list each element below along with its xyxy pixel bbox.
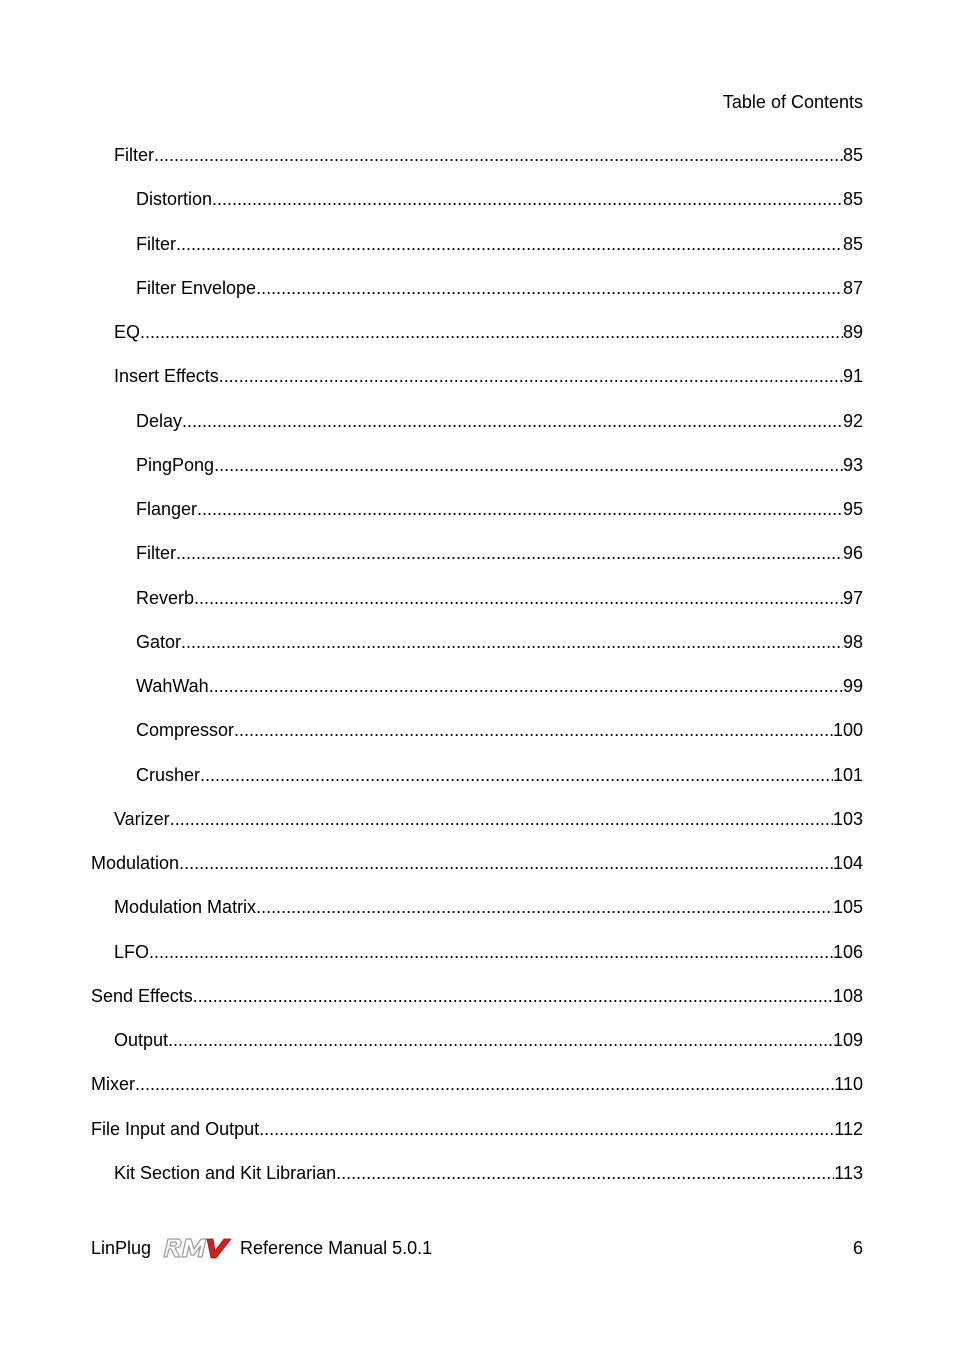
toc-entry-page: 103 — [832, 808, 863, 829]
toc-entry-title: Filter — [114, 145, 154, 165]
toc-dot-leader — [259, 1117, 834, 1141]
toc-dot-leader — [256, 895, 833, 919]
toc-dot-leader — [214, 453, 843, 477]
header-title: Table of Contents — [722, 92, 863, 112]
toc-entry-page: 104 — [832, 853, 863, 873]
toc-entry[interactable] — [91, 320, 863, 364]
toc-entry[interactable] — [91, 541, 863, 585]
toc-dot-leader — [140, 320, 843, 344]
toc-entry-page: 89 — [842, 322, 863, 342]
toc-entry-page: 99 — [842, 676, 863, 696]
toc-entry[interactable] — [91, 187, 863, 231]
toc-entry-page: 110 — [834, 1074, 863, 1095]
toc-entry-page: 93 — [842, 454, 863, 475]
table-of-contents — [91, 143, 863, 1205]
toc-dot-leader — [179, 851, 833, 875]
toc-entry-title: Kit Section and Kit Librarian — [114, 1162, 337, 1183]
toc-entry[interactable] — [91, 276, 863, 320]
toc-entry-title: Distortion — [136, 189, 213, 210]
toc-entry[interactable] — [91, 497, 863, 541]
toc-entry-page: 97 — [842, 587, 863, 608]
toc-entry-title: Filter Envelope — [136, 277, 257, 298]
toc-entry[interactable] — [91, 895, 863, 939]
toc-entry-page: 108 — [832, 985, 863, 1006]
toc-entry-page: 96 — [842, 543, 863, 564]
toc-dot-leader — [170, 807, 833, 831]
toc-entry-title: Crusher — [136, 764, 201, 785]
toc-dot-leader — [234, 718, 833, 742]
toc-entry-page: 98 — [842, 631, 863, 652]
toc-entry-title: Filter — [136, 543, 176, 564]
toc-entry[interactable] — [91, 143, 863, 187]
toc-dot-leader — [149, 940, 833, 964]
toc-dot-leader — [194, 586, 843, 610]
toc-entry-page: 92 — [842, 410, 863, 431]
toc-dot-leader — [193, 984, 833, 1008]
toc-entry[interactable] — [91, 232, 863, 276]
toc-entry[interactable] — [91, 409, 863, 453]
toc-entry-title: Filter — [136, 233, 176, 254]
toc-entry[interactable] — [91, 630, 863, 674]
toc-entry-title: Compressor — [136, 720, 235, 741]
toc-dot-leader — [154, 143, 843, 167]
toc-entry-title: Delay — [136, 410, 183, 431]
toc-entry[interactable] — [91, 364, 863, 408]
toc-entry-page: 91 — [842, 366, 863, 387]
toc-dot-leader — [200, 763, 833, 787]
toc-entry[interactable] — [91, 586, 863, 630]
toc-entry[interactable] — [91, 453, 863, 497]
toc-dot-leader — [212, 187, 843, 211]
toc-entry[interactable] — [91, 851, 863, 895]
footer-manual-title: Reference Manual 5.0.1 — [240, 1238, 433, 1258]
toc-entry[interactable] — [91, 718, 863, 762]
toc-entry-page: 100 — [832, 720, 863, 741]
toc-dot-leader — [209, 674, 843, 698]
toc-entry-title: Gator — [136, 631, 182, 652]
toc-entry-page: 85 — [842, 233, 863, 254]
toc-entry[interactable] — [91, 763, 863, 807]
toc-entry-page: 106 — [832, 941, 863, 962]
toc-entry-page: 85 — [842, 189, 863, 210]
toc-entry[interactable] — [91, 940, 863, 984]
toc-dot-leader — [176, 232, 843, 256]
page-footer — [91, 1235, 863, 1261]
toc-entry-title: EQ — [114, 322, 141, 342]
toc-entry[interactable] — [91, 1117, 863, 1161]
toc-entry-title: Output — [114, 1030, 169, 1050]
toc-entry-title: Varizer — [114, 808, 170, 829]
footer-page-number: 6 — [852, 1238, 863, 1258]
toc-entry-title: Modulation — [91, 853, 180, 873]
toc-entry[interactable] — [91, 1161, 863, 1205]
toc-entry-page: 113 — [834, 1162, 863, 1183]
toc-dot-leader — [168, 1028, 833, 1052]
toc-entry-title: Flanger — [136, 499, 198, 519]
toc-dot-leader — [336, 1161, 834, 1185]
toc-entry-page: 95 — [842, 499, 863, 519]
toc-entry[interactable] — [91, 984, 863, 1028]
toc-entry-title: Modulation Matrix — [114, 897, 257, 918]
toc-dot-leader — [176, 541, 843, 565]
toc-entry-page: 101 — [832, 764, 863, 785]
toc-entry-title: Reverb — [136, 587, 195, 608]
rmv-logo-icon — [158, 1237, 234, 1259]
toc-entry-page: 109 — [832, 1030, 863, 1050]
toc-entry-page: 85 — [842, 145, 863, 165]
toc-entry[interactable] — [91, 807, 863, 851]
toc-dot-leader — [197, 497, 843, 521]
toc-entry-page: 87 — [842, 277, 863, 298]
toc-dot-leader — [256, 276, 843, 300]
toc-entry-page: 112 — [834, 1118, 863, 1139]
toc-dot-leader — [181, 630, 843, 654]
toc-entry-title: LFO — [114, 941, 150, 962]
toc-entry-title: PingPong — [136, 454, 215, 475]
toc-entry-title: Insert Effects — [114, 366, 219, 387]
toc-dot-leader — [135, 1072, 834, 1096]
toc-entry-title: Mixer — [91, 1074, 135, 1095]
toc-dot-leader — [182, 409, 843, 433]
toc-entry-title: Send Effects — [91, 985, 193, 1006]
toc-entry-title: File Input and Output — [91, 1118, 260, 1139]
footer-brand: LinPlug — [91, 1238, 152, 1258]
toc-dot-leader — [219, 364, 843, 388]
toc-entry[interactable] — [91, 674, 863, 718]
toc-entry-page: 105 — [832, 897, 863, 918]
page-header — [723, 90, 863, 114]
footer-left — [91, 1236, 432, 1260]
toc-entry-title: WahWah — [136, 676, 209, 696]
toc-entry[interactable] — [91, 1072, 863, 1116]
toc-entry[interactable] — [91, 1028, 863, 1072]
